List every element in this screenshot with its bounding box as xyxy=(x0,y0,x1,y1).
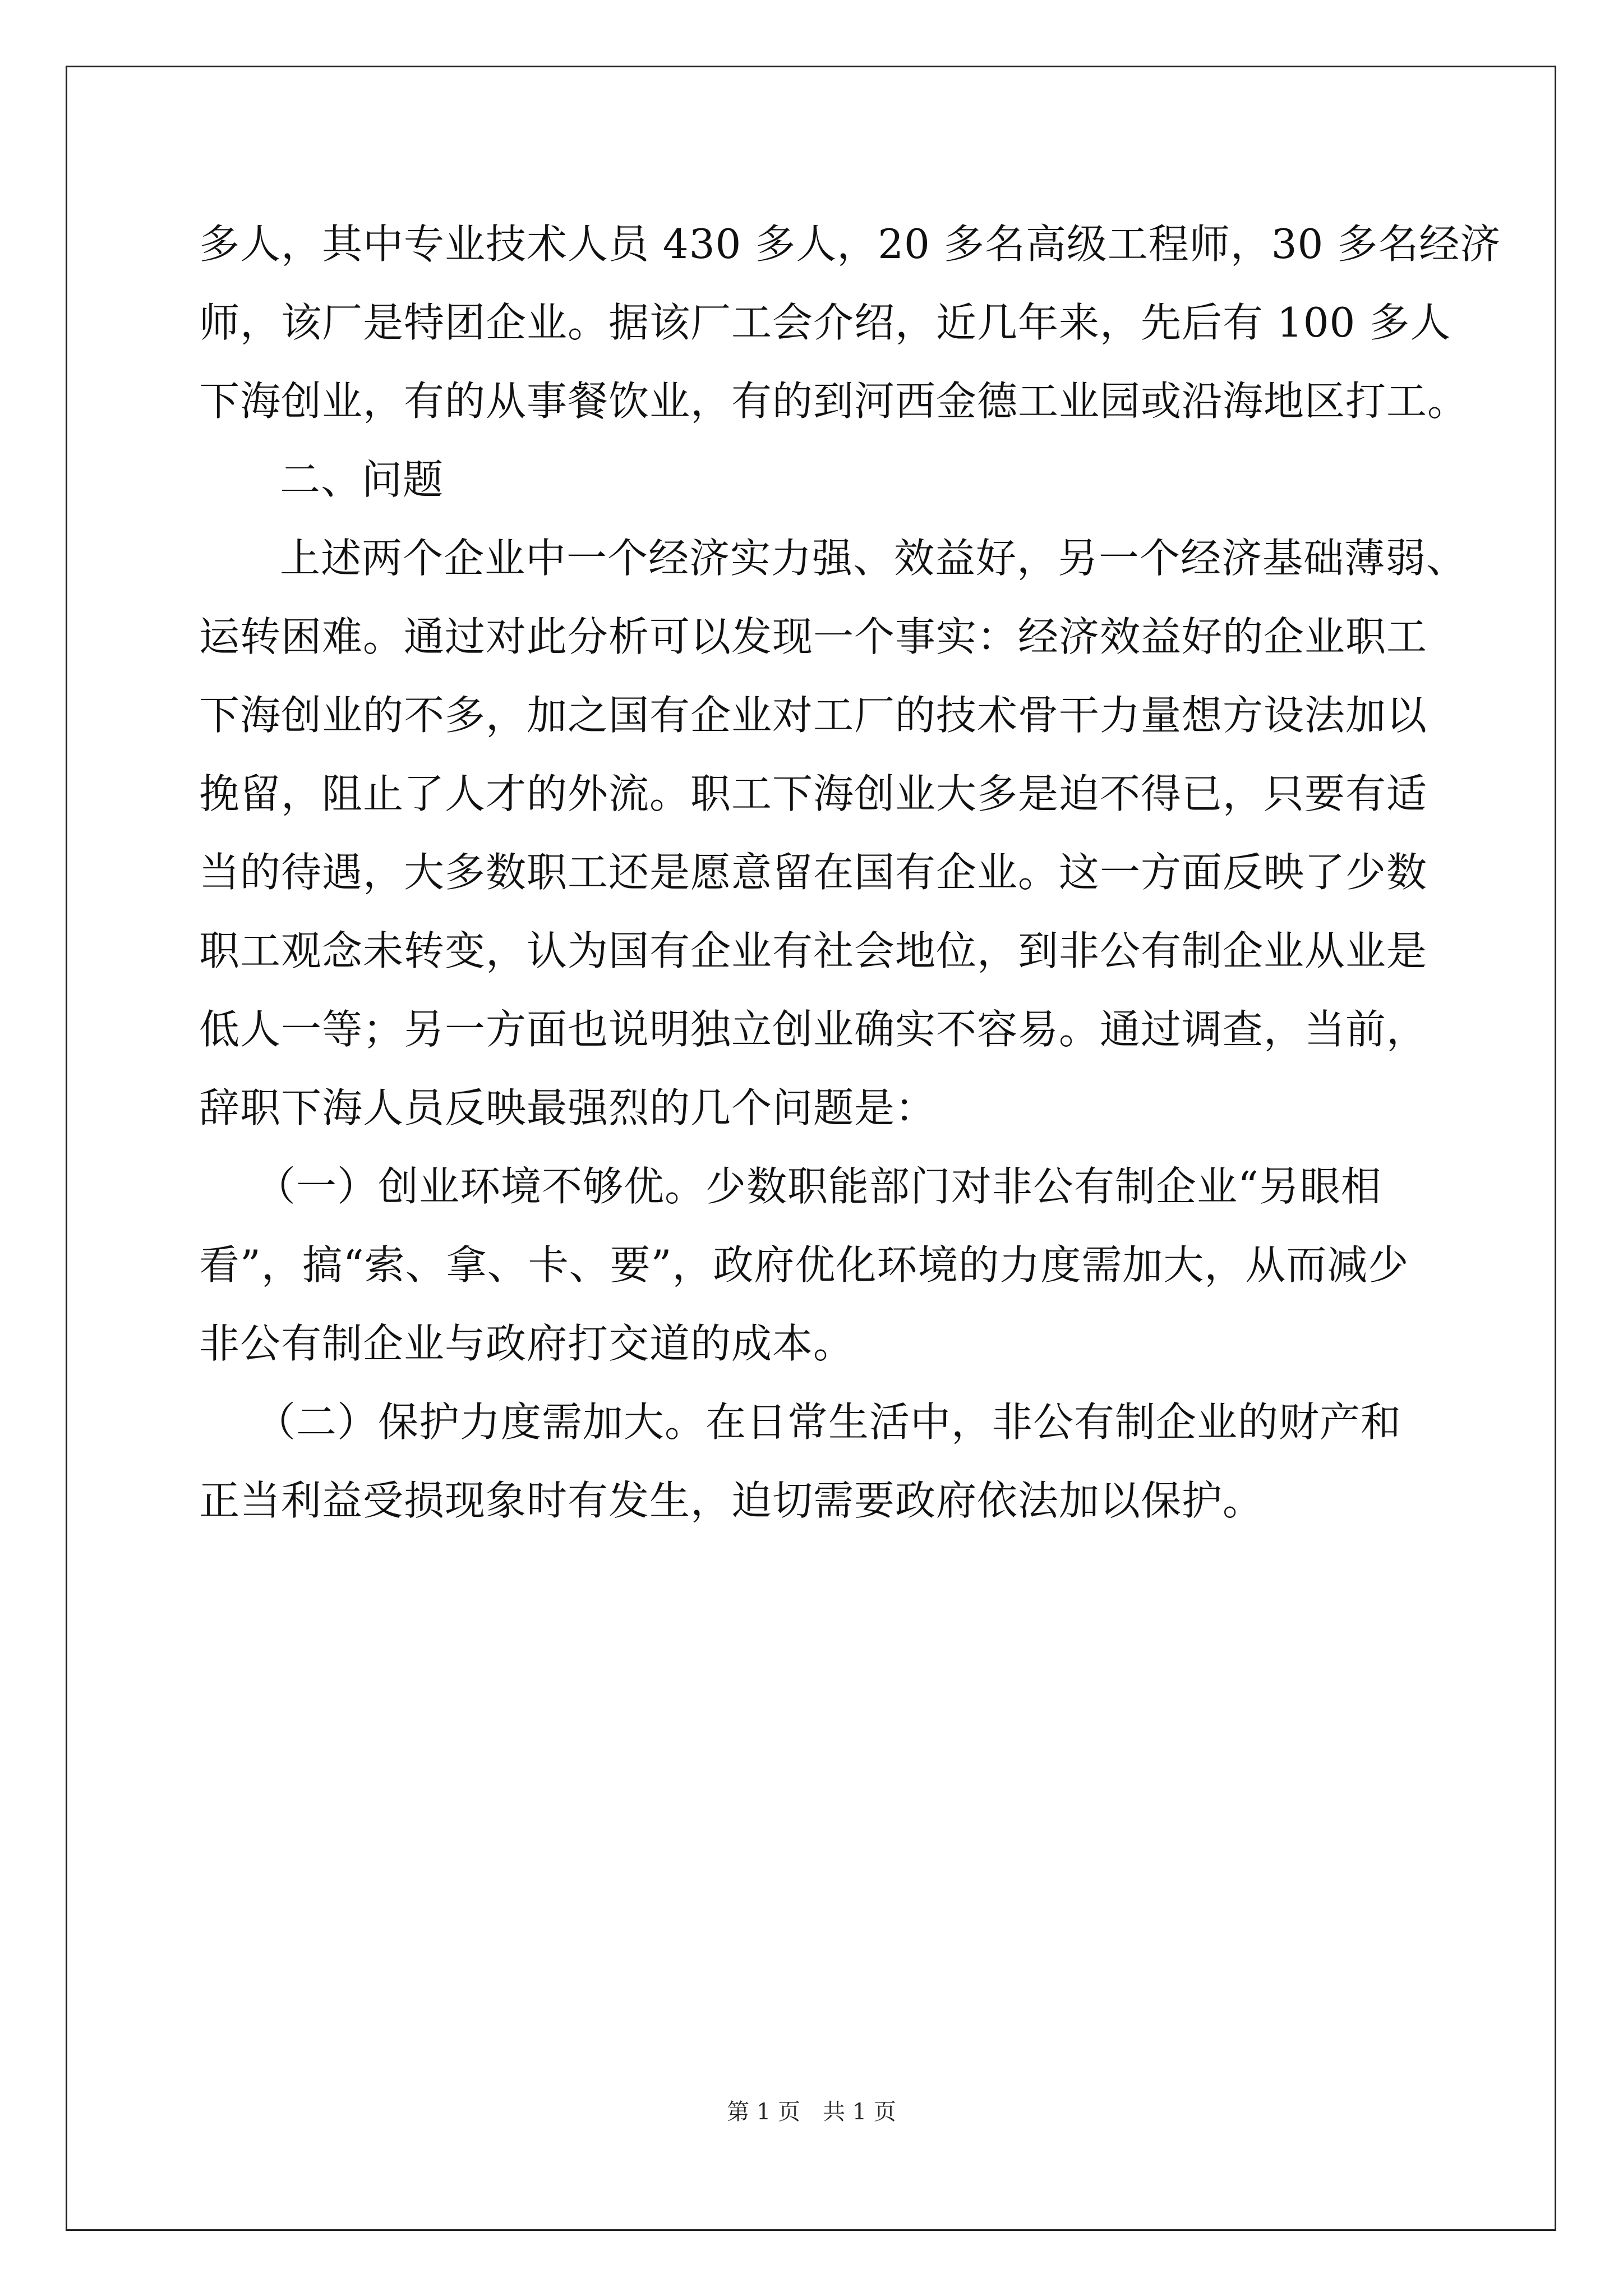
text-line: 上述两个企业中一个经济实力强、效益好，另一个经济基础薄弱、 xyxy=(280,535,1468,582)
text-line: 非公有制企业与政府打交道的成本。 xyxy=(199,1320,855,1367)
text-line: 职工观念未转变，认为国有企业有社会地位，到非公有制企业从业是 xyxy=(199,927,1428,974)
text-line: 正当利益受损现象时有发生，迫切需要政府依法加以保护。 xyxy=(199,1477,1264,1524)
text-line: 下海创业的不多，加之国有企业对工厂的技术骨干力量想方设法加以 xyxy=(199,692,1428,739)
text-line: 师，该厂是特团企业。据该厂工会介绍，近几年来，先后有 100 多人 xyxy=(199,299,1451,346)
page-number-footer: 第 1 页 共 1 页 xyxy=(727,2099,896,2125)
text-line: 运转困难。通过对此分析可以发现一个事实：经济效益好的企业职工 xyxy=(199,613,1428,660)
text-line: 下海创业，有的从事餐饮业，有的到河西金德工业园或沿海地区打工。 xyxy=(199,378,1469,425)
text-line: 多人，其中专业技术人员 430 多人，20 多名高级工程师，30 多名经济 xyxy=(199,220,1501,268)
document-body xyxy=(199,205,1501,1540)
section-heading: 二、问题 xyxy=(280,456,444,503)
text-line: 低人一等；另一方面也说明独立创业确实不容易。通过调查，当前， xyxy=(199,1006,1428,1053)
text-line: 当的待遇，大多数职工还是愿意留在国有企业。这一方面反映了少数 xyxy=(199,849,1428,896)
text-line: 看”，搞“索、拿、卡、要”，政府优化环境的力度需加大，从而减少 xyxy=(199,1241,1409,1289)
text-line: 辞职下海人员反映最强烈的几个问题是： xyxy=(199,1084,937,1131)
text-line: 挽留，阻止了人才的外流。职工下海创业大多是迫不得已，只要有适 xyxy=(199,770,1428,817)
text-line: （一）创业环境不够优。少数职能部门对非公有制企业“另眼相 xyxy=(255,1163,1382,1210)
text-line: （二）保护力度需加大。在日常生活中，非公有制企业的财产和 xyxy=(255,1398,1402,1446)
